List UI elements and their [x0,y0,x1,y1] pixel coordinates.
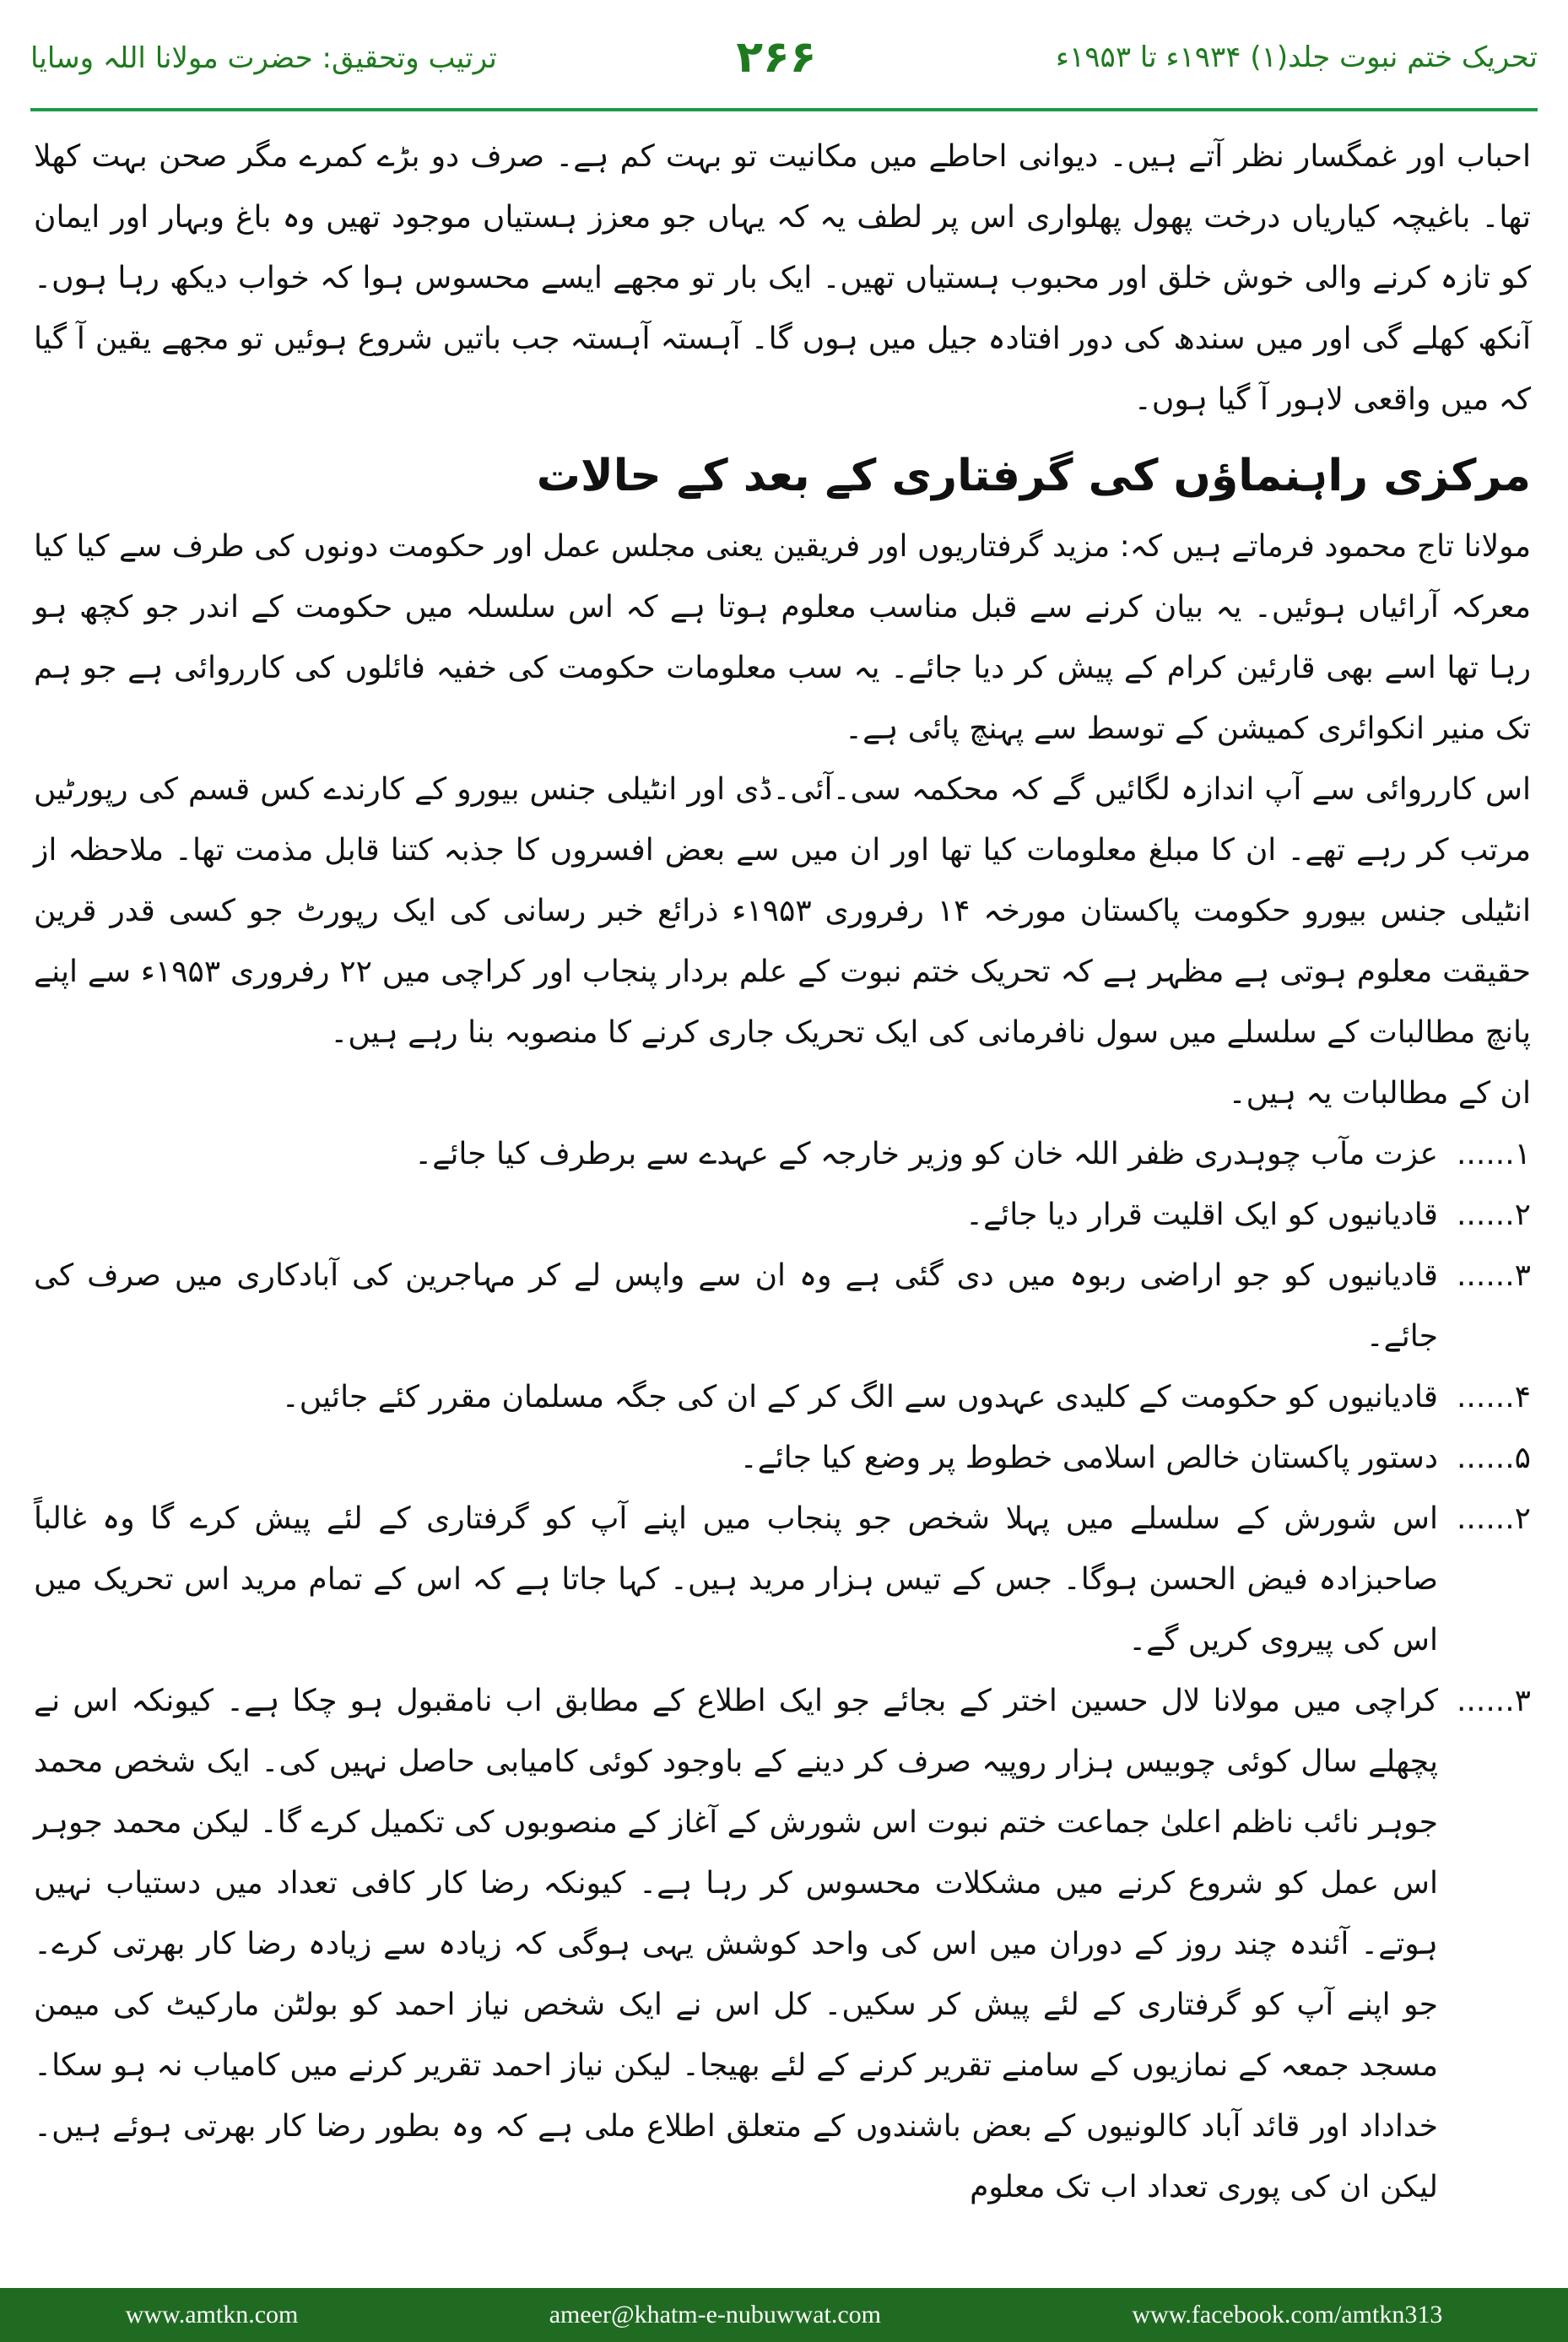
report-points-list [34,1489,1531,2218]
page-footer [0,2288,1568,2342]
list-item [34,1671,1531,2218]
footer-facebook-link[interactable]: www.facebook.com/amtkn313 [1132,2301,1443,2328]
page-number: ۲۶۶ [736,32,817,83]
footer-website-link[interactable]: www.amtkn.com [125,2301,299,2328]
page-body [34,127,1531,2218]
list-item [34,1124,1531,1185]
list-number: ۲...... [1456,1198,1531,1232]
list-text: قادیانیوں کو ایک اقلیت قرار دیا جائے۔ [965,1198,1438,1232]
list-number: ۴...... [1456,1380,1531,1414]
list-text: قادیانیوں کو حکومت کے کلیدی عہدوں سے الگ کر کے ان کی جگہ مسلمان مقرر کئے جائیں۔ [281,1380,1438,1414]
list-text: دستور پاکستان خالص اسلامی خطوط پر وضع کیا جائے۔ [739,1441,1438,1475]
list-item [34,1428,1531,1489]
demands-list [34,1124,1531,1489]
paragraph-4: ان کے مطالبات یہ ہیں۔ [1228,1076,1531,1111]
footer-email-link[interactable]: ameer@khatm-e-nubuwwat.com [549,2301,882,2328]
header-divider [30,108,1538,111]
list-number: ۲...... [1456,1501,1531,1536]
list-number: ۳...... [1456,1684,1531,1718]
section-heading: مرکزی راہنماؤں کی گرفتاری کے بعد کے حالات [536,451,1531,501]
list-number: ۱...... [1456,1137,1531,1171]
header-credit: ترتیب وتحقیق: حضرت مولانا اللہ وسایا [30,41,497,75]
list-text: اس شورش کے سلسلے میں پہلا شخص جو پنجاب میں اپنے آپ کو گرفتاری کے لئے پیش کرے گا وہ غالباً صاحبزادہ فیض الحسن ہوگا۔ جس کے تیس ہزار مرید ہیں۔ کہا جاتا ہے کہ اس کے تمام مرید اس تحریک میں اس کی پیروی کریں گے۔ [34,1501,1438,1658]
paragraph-1: احباب اور غمگسار نظر آتے ہیں۔ دیوانی احاطے میں مکانیت تو بہت کم ہے۔ صرف دو بڑے کمرے مگر صحن بہت کھلا تھا۔ باغیچہ کیاریاں درخت پھول پھلواری اس پر لطف یہ کہ یہاں جو معزز ہستیاں موجود تھیں وہ باغ وبہار اور ایمان کو تازہ کرنے والی خوش خلق اور محبوب ہستیاں تھیں۔ ایک بار تو مجھے ایسے محسوس ہوا کہ خواب دیکھ رہا ہوں۔ آنکھ کھلے گی اور میں سندھ کی دور افتادہ جیل میں ہوں گا۔ آہستہ آہستہ جب باتیں شروع ہوئیں تو مجھے یقین آ گیا کہ میں واقعی لاہور آ گیا ہوں۔ [34,139,1531,417]
list-text: قادیانیوں کو جو اراضی ربوہ میں دی گئی ہے وہ ان سے واپس لے کر مہاجرین کی آبادکاری میں صرف کی جائے۔ [34,1258,1438,1354]
list-item [34,1489,1531,1671]
list-item [34,1246,1531,1367]
header-book-title: تحریک ختم نبوت جلد(۱) ۱۹۳۴ء تا ۱۹۵۳ء [1056,41,1538,74]
list-text: کراچی میں مولانا لال حسین اختر کے بجائے جو ایک اطلاع کے مطابق اب نامقبول ہو چکا ہے۔ کیونکہ اس نے پچھلے سال کوئی چوبیس ہزار روپیہ صرف کر دینے کے باوجود کوئی کامیابی حاصل نہیں کی۔ ایک شخص محمد جوہر نائب ناظم اعلیٰ جماعت ختم نبوت اس شورش کے آغاز کے منصوبوں کی تکمیل کرے گا۔ لیکن محمد جوہر اس عمل کو شروع کرنے میں مشکلات محسوس کر رہا ہے۔ کیونکہ رضا کار کافی تعداد میں دستیاب نہیں ہوتے۔ آئندہ چند روز کے دوران میں اس کی واحد کوشش یہی ہوگی کہ زیادہ سے زیادہ رضا کار بھرتی کرے۔ جو اپنے آپ کو گرفتاری کے لئے پیش کر سکیں۔ کل اس نے ایک شخص نیاز احمد کو بولٹن مارکیٹ کی میمن مسجد جمعہ کے نمازیوں کے سامنے تقریر کرنے کے لئے بھیجا۔ لیکن نیاز احمد تقریر کرنے میں کامیاب نہ ہو سکا۔ خداداد اور قائد آباد کالونیوں کے بعض باشندوں کے متعلق اطلاع ملی ہے کہ وہ بطور رضا کار بھرتی ہوئے ہیں۔ لیکن ان کی پوری تعداد اب تک معلوم [34,1684,1438,2204]
list-number: ۵...... [1456,1441,1531,1475]
list-item [34,1367,1531,1428]
list-item [34,1185,1531,1246]
paragraph-2: مولانا تاج محمود فرماتے ہیں کہ: مزید گرفتاریوں اور فریقین یعنی مجلس عمل اور حکومت دونوں کی طرف سے کیا کیا معرکہ آرائیاں ہوئیں۔ یہ بیان کرنے سے قبل مناسب معلوم ہوتا ہے کہ اس سلسلہ میں حکومت کے اندر جو کچھ ہو رہا تھا اسے بھی قارئین کرام کے پیش کر دیا جائے۔ یہ سب معلومات حکومت کی خفیہ فائلوں کی کارروائی ہے جو ہم تک منیر انکوائری کمیشن کے توسط سے پہنچ پائی ہے۔ [34,529,1531,746]
page-header [30,15,1538,100]
list-text: عزت مآب چوہدری ظفر اللہ خان کو وزیر خارجہ کے عہدے سے برطرف کیا جائے۔ [414,1137,1438,1171]
paragraph-3: اس کارروائی سے آپ اندازہ لگائیں گے کہ محکمہ سی۔آئی۔ڈی اور انٹیلی جنس بیورو کے کارندے کس قسم کی رپورٹیں مرتب کر رہے تھے۔ ان کا مبلغ معلومات کیا تھا اور ان میں سے بعض افسروں کا جذبہ کتنا قابل مذمت تھا۔ ملاحظہ از انٹیلی جنس بیورو حکومت پاکستان مورخہ ۱۴ رفروری ۱۹۵۳ء ذرائع خبر رسانی کی ایک رپورٹ جو کسی قدر قرین حقیقت معلوم ہوتی ہے مظہر ہے کہ تحریک ختم نبوت کے علم بردار پنجاب اور کراچی میں ۲۲ رفروری ۱۹۵۳ء سے اپنے پانچ مطالبات کے سلسلے میں سول نافرمانی کی ایک تحریک جاری کرنے کا منصوبہ بنا رہے ہیں۔ [34,772,1531,1050]
list-number: ۳...... [1456,1258,1531,1293]
